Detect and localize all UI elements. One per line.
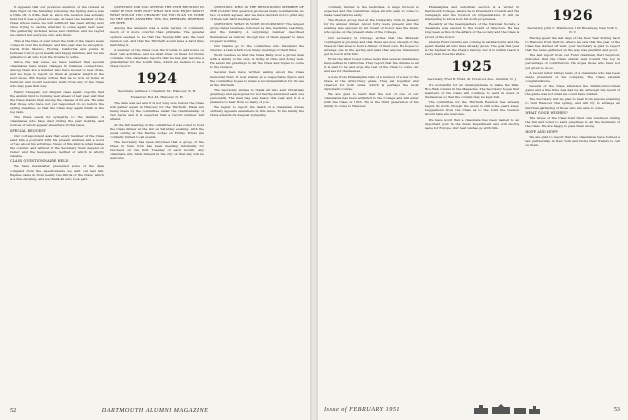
paragraph: Several of the Class attended the Dartmouth-Cornell game and a fine time was had by all, although the result of the game was not what we could have wished. (525, 84, 621, 97)
right-column-1 (324, 5, 419, 401)
paragraph: Word reaches us that the Class Baby, now a grown man with a family of his own, is living in Ohio and doing well. He sends his greetings to all the Class and hopes to come to the reunion. (210, 53, 304, 70)
secretary-line: Secretary, Fred R. Hunt, 41 Norwood Ave., Summit, N. J. (427, 76, 517, 81)
paragraph: From the West Coast comes news that several classmates have settled in California. They report that the climate is all it is said to be and urge the rest of the Class to come out and see for themselves. (324, 57, 419, 74)
paragraph: Among the answers was a wide variety of comment, much of it more colorful than printable. The general opinion seemed to be that the Twenty-fifth was the best reunion yet, and that the Thirtieth would have a hard time matching it. (110, 26, 204, 47)
right-page (318, 0, 628, 420)
paragraph: Our thanks go to the committee who tabulated the returns, a task which took many evenings of their time. (210, 43, 304, 52)
section-heading: HOFF AND HOFF (525, 129, 558, 134)
paragraph: The Boston group met at the University Club in January for its annual dinner. About forty were present and the evening was enjoyed by all. Guest of honor was the Dean, who spoke on the present state of the College. (324, 18, 419, 35)
question-block: QUESTION: DID YOU ATTEND THE 25TH REUNION IN 1949? IF NOT, WHY NOT? WHAT DID YOU ENJOY MOST? WHAT WOULD YOU CHANGE? DO YOU PLAN TO COME TO THE 30TH? ANSWERS: YES, NO, PERHAPS, DEPENDS ON WIFE. (110, 5, 204, 26)
class-year-heading: 1924 (136, 71, 178, 88)
paragraph: We regret to report the death of a classmate whose obituary appears elsewhere in this issue. To his family the Class extends its deepest sympathy. (210, 105, 304, 118)
paragraph: The Secretary has been informed that a group of the Class in New York has been meeting informally for luncheon on the first Tuesday of each month. Any classmate who finds himself in the city on that day will be welcome. (110, 139, 204, 161)
paragraph: Alumni Fund returns are coming in satisfactorily and the agent thanks all who have already given. The goal this year is the highest in the Class's history, but it is within reach if every man does his share. (424, 39, 520, 56)
paragraph: The Secretary wishes to thank all who sent Christmas greetings and apologizes for not having answered each one personally. The mail bag was heavy this year and it is a pleasure to hear from so many of you. (210, 87, 304, 104)
left-page-footer (10, 407, 304, 414)
page-number: 53 (613, 405, 620, 413)
left-page (0, 0, 310, 420)
paragraph: It appears that our previous mention of the retreat at Sam Tiger on the Saturday following the Spring dance was a trifle off. A trifle, that is, since the reunion was actually held but it was a great success. At least one member of the Class whose name we will withhold has been sitting ever since trying to decide whether to come again next year. The gathering included wives and children, and we regret we cannot list everyone who was there. (10, 5, 104, 38)
paragraph: A note from Philadelphia tells of a reunion of a few of the Class at the Army-Navy game. They sat together and cheered for both sides, which is perhaps the most diplomatic course. (324, 74, 419, 91)
paragraph: QUESTION: WHAT IS YOUR OCCUPATION? The largest group listed business, followed by law, medicine, teaching, and the ministry. A surprising number described themselves as retired, though few of them appear to have stopped working. (210, 22, 304, 43)
paragraph: The Class sends its sympathy to the families of classmates who have died during the past months, and notices of whom appear elsewhere in this issue. (10, 114, 104, 128)
page-number: 52 (10, 407, 17, 414)
class-year-heading: 1925 (451, 58, 493, 75)
buildings-icon (472, 404, 542, 414)
paragraph: We are glad to learn that the son of one of our classmates has been admitted to the College and will enter with the Class of 1955. He is the third generation of his family to come to Hanover. (324, 91, 419, 109)
paragraph: Our correspondent asks that every member of the Class send him a postcard with his present address and a word or two about his activities. News of this kind is what makes the column, and without it the Secretary must depend on rumor and the newspapers, neither of which is wholly reliable. (10, 133, 104, 158)
paragraph: A number of the Class took the trouble to add notes on their own activities, and we shall draw on these for future columns. One classmate reports that he has just become a grandfather for the fourth time, which we believe to be a Class record. (110, 47, 204, 69)
class-year-heading: 1926 (552, 8, 594, 24)
right-page-footer (324, 404, 620, 414)
paragraph: The wives of the Class held their own luncheon during the fall and voted to send greetings to all the members of the Class. We are happy to pass them along. (525, 116, 621, 129)
paragraph: The date was set and it is not long now before the Class will gather again in Hanover for the Thirtieth. Plans are being made by the committee under the chairmanship of Ted Ayres and it is expected that a record number will attend. (110, 101, 204, 122)
left-column-1 (10, 5, 104, 401)
paragraph: We have word that a classmate has been named to an important post in the State Department and will shortly leave for Europe. Our best wishes go with him. (424, 117, 520, 130)
treasurer-line: Treasurer, Box 43, Hanover, N. H. (130, 95, 184, 100)
paragraph: QUESTION: WHO IS THE BEST-KNOWN MEMBER OF THE CLASS? This question produced many nominations, no two of which agreed, and we have decided not to print any of them lest hard feelings arise. (210, 5, 304, 22)
paragraph: Our secretary in Chicago writes that the Midwest contingent is growing and that there are now enough of the Class in that area to hold a dinner of their own. He hopes to arrange one in the spring and asks that anyone interested get in touch with him. (324, 35, 419, 56)
paragraph: This is the time of year when the bulk of the class's news comes in over the holidays, and this year was no exception. Cards from Mexico, Florida, California and points in between told of good health and happy families, and we are grateful to all who took the trouble to write. (10, 38, 104, 59)
paragraph: We are glad to report that two classmates have formed a law partnership in New York and invite their friends to call on them. (525, 134, 621, 147)
paragraph: We have hereinafter presented some of the data compiled from the questionnaire we sent out last fall. Replies came in from nearly two-thirds of the Class, which is a fine showing, and we thank all who took part. (10, 164, 104, 181)
issue-date: Issue of FEBRUARY 1951 (324, 405, 401, 413)
right-page-columns (324, 5, 620, 401)
paragraph: The committee for the Thirtieth Reunion has already begun its work, though the event is still some years away. Suggestions from the Class as to the form the reunion should take are welcome. (424, 100, 520, 117)
right-column-2 (425, 5, 520, 401)
paragraph: The last report from our Fund chairman, Bert Seymour, indicates that the Class stands well toward the top in percentage of contributors. He urges those who have not yet given to do so. (525, 53, 621, 70)
right-column-3 (525, 5, 620, 401)
paragraph: At the fall meeting of the committee it was voted to hold the Class dinner at the Inn on Saturday evening, with the usual outing at the Ravine Lodge on Friday. Wives are cordially invited to all events. (110, 122, 204, 139)
paragraph: Having spent the last days of the New Year driving back to Hanover from Detroit, where we saw that the year of the Class has started off well, your Secretary is glad to report that the news gathered on the way was plentiful and good. (525, 36, 621, 53)
paragraph: cordially invited to the festivities. A large turnout is expected and the committee urges all who plan to come to make reservations early. (324, 5, 419, 18)
section-heading: SPECIAL REQUEST (10, 128, 47, 133)
paragraph: Several men have written asking about the Class memorial fund. It now stands at a respectable figure and the committee hopes to make a recommendation for its use at the Thirtieth. (210, 70, 304, 87)
page-gutter (310, 0, 318, 420)
paragraph: A recent letter brings news of a classmate who has been made president of his company. The Class extends congratulations. (525, 70, 621, 83)
left-column-2 (110, 5, 204, 401)
paragraph: The Secretary will be glad to hear from anyone planning to visit Hanover this spring, and will try to arrange an informal gathering of those who are able to come. (525, 97, 621, 110)
paragraph: It's wonderful for an undergraduate to make the Wah-Hoo-Wah column in the Magazine. The Secretary hopes that members of the Class will continue to send in news of themselves so that the column may be kept full. (424, 82, 520, 100)
paragraph: Recently at the headquarters of the National Society, a classmate was elected to the board of directors. He has long been active in the affairs of the society and the Class is proud of the honor. (424, 22, 520, 39)
left-column-3 (210, 5, 304, 401)
paragraph: Henry Chappell, our diligent class agent, reports that the alumni fund is running well ahead of last year and that the Class stands high among the classes of its era. He asks that those who have not yet responded do so before the spring deadline, so that the Class may again finish in the top rank. (10, 89, 104, 114)
secretary-line: Secretary, Address 1 Chestnut St., Hanover, N. H. (117, 89, 197, 94)
paragraph: Philadelphia and suburban section is a writer in Dartmouth College, where he is President's Council and the Campaign and the Council on Organizations. It will be interesting to know how his work progresses. (424, 5, 520, 22)
left-page-columns (10, 5, 304, 401)
paragraph: Since the last issue we have learned that several classmates have made changes in business connections. Among them are a number who have moved to new cities, and we hope to report on them at greater length in the next issue. Bill Seeley writes that he is now at home in Vermont and would welcome visits from any of the Class who may pass that way. (10, 59, 104, 89)
secretary-line: Secretary, John C. Hammond, 120 Broadway, New York 5, N. Y. (527, 26, 618, 34)
section-heading: CLASS QUESTIONNAIRE HELD (10, 159, 69, 164)
magazine-title: DARTMOUTH ALUMNI MAGAZINE (101, 407, 209, 414)
college-buildings-ornament (472, 404, 542, 414)
section-heading: WHAT GOOD WISHES? (525, 111, 568, 116)
